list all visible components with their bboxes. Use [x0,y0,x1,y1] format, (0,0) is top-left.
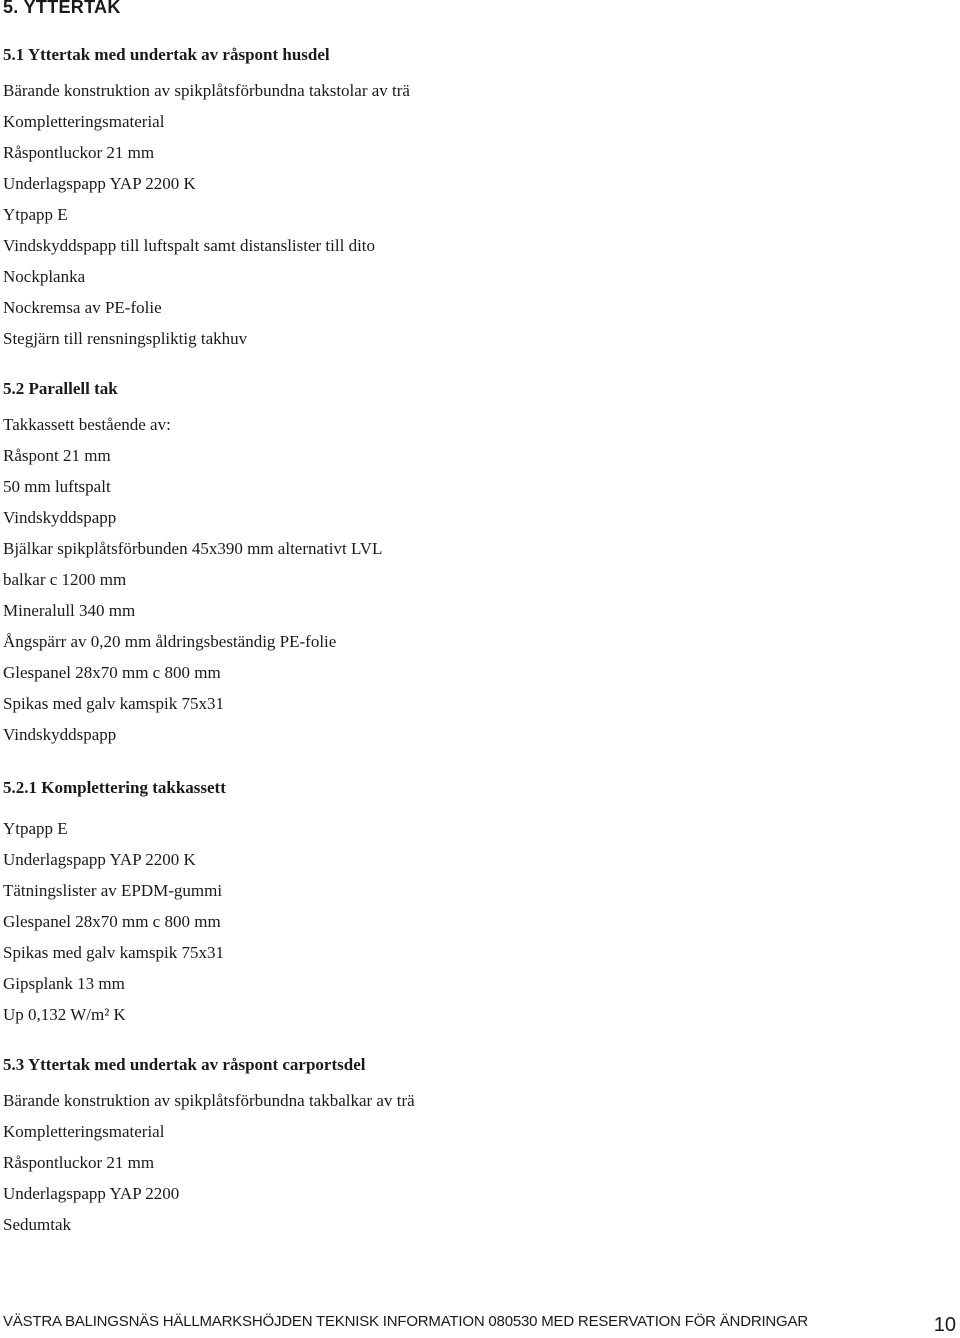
list-item: Glespanel 28x70 mm c 800 mm [3,912,221,931]
list-item: Råspontluckor 21 mm [3,1153,155,1172]
list-item: Nockplanka [3,267,86,286]
list-item: Vindskyddspapp [3,508,117,527]
list-item: balkar c 1200 mm [3,570,127,589]
list-item: Spikas med galv kamspik 75x31 [3,943,224,962]
list-item: Mineralull 340 mm [3,601,136,620]
list-item: Vindskyddspapp till luftspalt samt distanslister till dito [3,236,376,255]
list-item: Kompletteringsmaterial [3,112,165,131]
list-item: Takkassett bestående av: [3,415,171,434]
section-list-5-3 [3,1085,415,1240]
list-item: Spikas med galv kamspik 75x31 [3,694,224,713]
list-item: Vindskyddspapp [3,725,117,744]
chapter-title: 5. YTTERTAK [3,0,121,17]
section-list-5-1 [3,75,410,354]
list-item: Ytpapp E [3,205,68,224]
list-item: Underlagspapp YAP 2200 [3,1184,180,1203]
list-item: 50 mm luftspalt [3,477,111,496]
list-item: Stegjärn till rensningspliktig takhuv [3,329,248,348]
section-heading-5-1: 5.1 Yttertak med undertak av råspont husdel [3,45,330,64]
section-list-5-2 [3,409,382,750]
list-item: Underlagspapp YAP 2200 K [3,174,196,193]
list-item: Råspontluckor 21 mm [3,143,155,162]
section-list-5-2-1 [3,813,224,1030]
list-item: Gipsplank 13 mm [3,974,125,993]
list-item: Underlagspapp YAP 2200 K [3,850,196,869]
page-footer: VÄSTRA BALINGSNÄS HÄLLMARKSHÖJDEN TEKNISK INFORMATION 080530 MED RESERVATION FÖR ÄNDRINGAR [3,1313,808,1330]
list-item: Bärande konstruktion av spikplåtsförbundna takbalkar av trä [3,1091,415,1110]
list-item: Tätningslister av EPDM-gummi [3,881,223,900]
list-item: Kompletteringsmaterial [3,1122,165,1141]
list-item: Bjälkar spikplåtsförbunden 45x390 mm alternativt LVL [3,539,383,558]
list-item: Ångspärr av 0,20 mm åldringsbeständig PE-folie [3,632,337,651]
section-heading-5-2: 5.2 Parallell tak [3,379,118,398]
list-item: Ytpapp E [3,819,68,838]
page-number: 10 [933,1314,956,1336]
list-item: Up 0,132 W/m² K [3,1005,126,1024]
list-item: Bärande konstruktion av spikplåtsförbundna takstolar av trä [3,81,410,100]
section-heading-5-2-1: 5.2.1 Komplettering takkassett [3,778,226,797]
section-heading-5-3: 5.3 Yttertak med undertak av råspont carportsdel [3,1055,366,1074]
list-item: Sedumtak [3,1215,71,1234]
list-item: Råspont 21 mm [3,446,111,465]
list-item: Glespanel 28x70 mm c 800 mm [3,663,221,682]
list-item: Nockremsa av PE-folie [3,298,162,317]
